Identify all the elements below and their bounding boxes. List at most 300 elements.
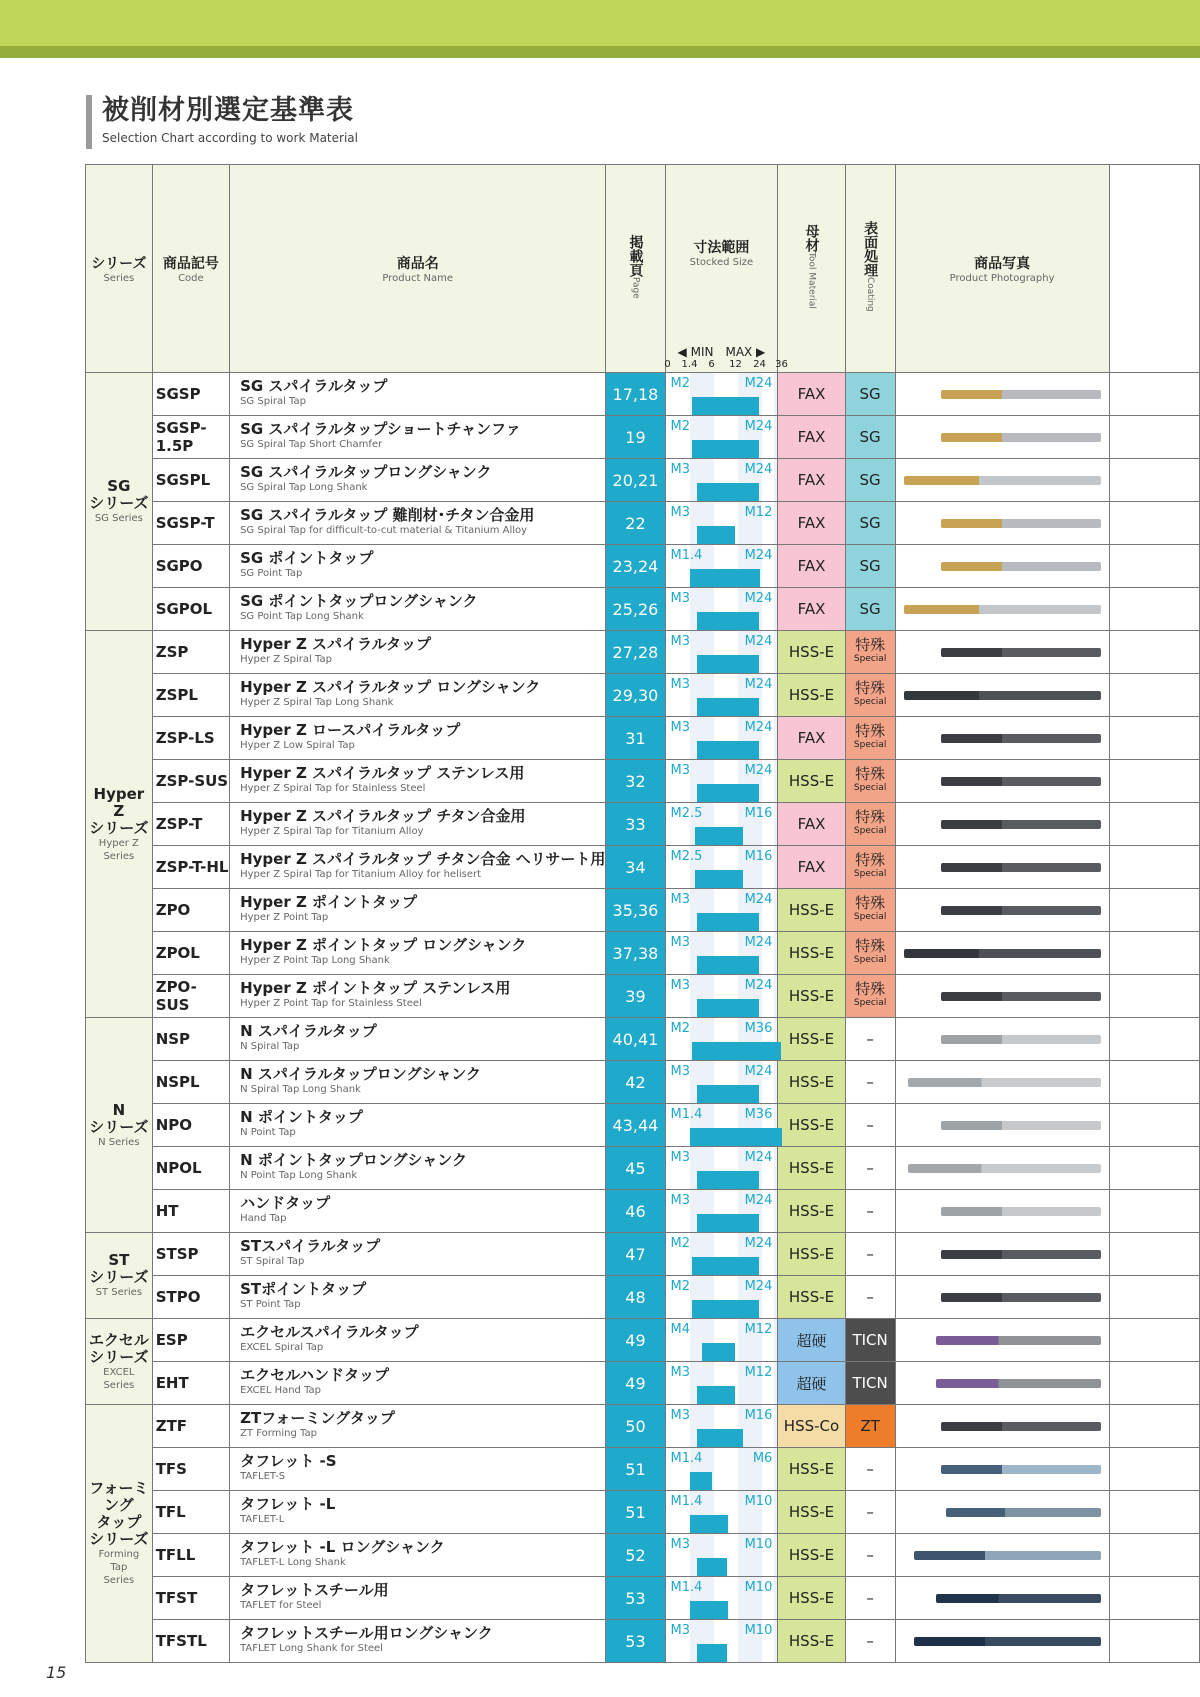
page-link[interactable]: 50	[606, 1405, 665, 1448]
series-label-en: EXCEL	[103, 1366, 135, 1378]
product-name: エクセルスパイラルタップ	[240, 1323, 419, 1341]
blank-cell	[1109, 588, 1199, 631]
product-name-en: TAFLET for Steel	[240, 1600, 322, 1611]
table-row	[86, 1147, 1200, 1190]
blank-cell	[1109, 932, 1199, 975]
coating-cell	[845, 1147, 895, 1190]
size-range-bar	[692, 1257, 759, 1275]
page-link[interactable]: 51	[606, 1448, 665, 1491]
table-row	[86, 1577, 1200, 1620]
size-max: M24	[744, 677, 773, 692]
size-range-cell	[665, 1233, 778, 1276]
product-code: SGSPL	[152, 459, 229, 502]
blank-cell	[1109, 416, 1199, 459]
coating-cell	[845, 1362, 895, 1405]
size-max: M24	[744, 548, 773, 563]
page-link[interactable]: 23,24	[606, 545, 665, 588]
product-name: N スパイラルタップロングシャンク	[240, 1065, 481, 1083]
product-name: タフレット -S	[240, 1452, 337, 1470]
tool-material: HSS-E	[778, 1233, 845, 1276]
blank-cell	[1109, 1061, 1199, 1104]
table-row	[86, 1405, 1200, 1448]
size-range-cell	[665, 459, 778, 502]
product-name-cell	[230, 1147, 606, 1190]
blank-cell	[1109, 760, 1199, 803]
series-label: エクセル	[88, 1330, 149, 1349]
tool-material: HSS-E	[778, 889, 845, 932]
col-header-page: 掲載頁Page	[606, 165, 665, 373]
table-row	[86, 932, 1200, 975]
tap-image	[941, 906, 1101, 915]
tool-material: HSS-E	[778, 760, 845, 803]
size-range-bar	[697, 612, 759, 630]
size-range-bar	[697, 655, 759, 673]
page-link[interactable]: 29,30	[606, 674, 665, 717]
product-name-en: TAFLET-L	[240, 1514, 285, 1525]
product-name-cell	[230, 889, 606, 932]
blank-cell	[1109, 975, 1199, 1018]
size-range-cell	[665, 1620, 778, 1663]
size-range-bar	[697, 526, 735, 544]
coating-value: 特殊	[855, 851, 886, 869]
col-header-code: 商品記号 Code	[152, 165, 229, 373]
page-link[interactable]: 43,44	[606, 1104, 665, 1147]
product-name-en: TAFLET-L Long Shank	[240, 1557, 346, 1568]
series-label-en: Hyper Z	[98, 837, 139, 849]
table-row	[86, 1104, 1200, 1147]
series-label-en: Tap	[110, 1562, 128, 1573]
coating-value: SG	[859, 385, 881, 403]
product-name-en: SG Spiral Tap Long Shank	[240, 482, 368, 493]
page-link[interactable]: 52	[606, 1534, 665, 1577]
table-row	[86, 975, 1200, 1018]
tool-material: 超硬	[778, 1362, 845, 1405]
product-name: SG スパイラルタップ	[240, 377, 388, 395]
product-name: タフレットスチール用ロングシャンク	[240, 1624, 493, 1642]
size-min: M3	[670, 763, 690, 778]
size-max: M10	[744, 1494, 773, 1509]
size-range-cell	[665, 846, 778, 889]
size-range-bar	[697, 1644, 727, 1662]
tap-image	[941, 1293, 1101, 1302]
product-photo	[895, 373, 1109, 416]
size-max: M24	[744, 1064, 773, 1079]
tool-material: FAX	[778, 717, 845, 760]
product-code: ZPO-SUS	[152, 975, 229, 1018]
coating-value-en: Special	[853, 869, 887, 879]
product-code: NPO	[152, 1104, 229, 1147]
size-min: M3	[670, 978, 690, 993]
product-code: ZSP-T	[152, 803, 229, 846]
tap-image	[941, 433, 1101, 442]
coating-cell	[845, 1319, 895, 1362]
page-link[interactable]: 49	[606, 1362, 665, 1405]
blank-cell	[1109, 459, 1199, 502]
series-label: シリーズ	[89, 1347, 149, 1366]
series-label: シリーズ	[89, 1268, 149, 1286]
page-link[interactable]: 49	[606, 1319, 665, 1362]
table-row	[86, 1061, 1200, 1104]
coating-value: –	[866, 1159, 874, 1177]
tool-material: HSS-E	[778, 1018, 845, 1061]
tap-image	[941, 519, 1101, 528]
tool-material: FAX	[778, 588, 845, 631]
size-min: M3	[670, 1537, 690, 1552]
table-row	[86, 846, 1200, 889]
size-max: M24	[744, 763, 773, 778]
product-name-en: SG Point Tap	[240, 568, 303, 579]
coating-value: –	[866, 1030, 874, 1048]
coating-value: TICN	[852, 1374, 888, 1392]
coating-cell	[845, 1405, 895, 1448]
product-code: NPOL	[152, 1147, 229, 1190]
table-body	[86, 373, 1200, 1663]
size-range-bar	[697, 1386, 735, 1404]
size-min: M2	[670, 376, 690, 391]
tap-image	[904, 691, 1101, 700]
tap-image	[904, 949, 1101, 958]
page-link[interactable]: 53	[606, 1577, 665, 1620]
product-name-cell	[230, 1319, 606, 1362]
product-code: ESP	[152, 1319, 229, 1362]
size-range-bar	[697, 1085, 759, 1103]
coating-cell	[845, 975, 895, 1018]
product-name-cell	[230, 588, 606, 631]
tool-material: HSS-E	[778, 1061, 845, 1104]
tool-material: FAX	[778, 459, 845, 502]
product-code: SGPOL	[152, 588, 229, 631]
tap-image	[936, 1379, 1101, 1388]
size-tick-label: 1.4	[681, 359, 698, 370]
coating-value: –	[866, 1546, 874, 1564]
coating-value: 特殊	[855, 980, 886, 998]
blank-cell	[1109, 373, 1199, 416]
coating-cell	[845, 1018, 895, 1061]
product-name-en: SG Point Tap Long Shank	[240, 611, 364, 622]
size-max: M16	[744, 849, 773, 864]
blank-cell	[1109, 1319, 1199, 1362]
blank-cell	[1109, 1190, 1199, 1233]
product-name: N ポイントタップ	[240, 1108, 363, 1126]
product-name-cell	[230, 545, 606, 588]
size-min: M3	[670, 1064, 690, 1079]
product-name-cell	[230, 760, 606, 803]
blank-cell	[1109, 1362, 1199, 1405]
coating-value: SG	[859, 471, 881, 489]
product-name-cell	[230, 1448, 606, 1491]
page-link[interactable]: 34	[606, 846, 665, 889]
size-max: M24	[744, 419, 773, 434]
size-range-bar	[697, 1429, 743, 1447]
size-tick-label: 12	[729, 359, 742, 370]
series-label-en: ST Series	[95, 1287, 143, 1298]
product-photo	[895, 760, 1109, 803]
product-name: SG ポイントタップロングシャンク	[240, 592, 478, 610]
size-range-bar	[692, 440, 759, 458]
series-label-en: Forming	[98, 1549, 140, 1560]
size-max: M10	[744, 1537, 773, 1552]
size-min: M3	[670, 1193, 690, 1208]
size-range-cell	[665, 1362, 778, 1405]
page-link[interactable]: 42	[606, 1061, 665, 1104]
coating-value: 特殊	[855, 808, 886, 826]
coating-value: ZT	[860, 1417, 880, 1435]
page-link[interactable]: 25,26	[606, 588, 665, 631]
tool-material: HSS-E	[778, 1491, 845, 1534]
page-link[interactable]: 20,21	[606, 459, 665, 502]
series-label-en: Series	[103, 1379, 135, 1391]
page-link[interactable]: 22	[606, 502, 665, 545]
table-row	[86, 803, 1200, 846]
tool-material: HSS-E	[778, 1534, 845, 1577]
page-link[interactable]: 47	[606, 1233, 665, 1276]
size-range-cell	[665, 502, 778, 545]
product-name-cell	[230, 1362, 606, 1405]
product-name-cell	[230, 674, 606, 717]
size-scale-ticks	[664, 359, 788, 371]
tool-material: FAX	[778, 416, 845, 459]
tool-material: HSS-Co	[778, 1405, 845, 1448]
product-photo	[895, 1405, 1109, 1448]
product-code: SGSP	[152, 373, 229, 416]
size-range-cell	[665, 1276, 778, 1319]
product-code: TFS	[152, 1448, 229, 1491]
product-name-cell	[230, 1405, 606, 1448]
page-link[interactable]: 27,28	[606, 631, 665, 674]
blank-cell	[1109, 674, 1199, 717]
size-range-bar	[697, 784, 759, 802]
page-link[interactable]: 31	[606, 717, 665, 760]
coating-cell	[845, 674, 895, 717]
blank-cell	[1109, 1233, 1199, 1276]
product-name-en: Hyper Z Spiral Tap for Titanium Alloy	[240, 826, 424, 837]
page-link[interactable]: 45	[606, 1147, 665, 1190]
tap-image	[908, 1164, 1101, 1173]
product-name: SG スパイラルタップショートチャンファ	[240, 420, 521, 438]
tap-image	[941, 1422, 1101, 1431]
product-code: ZTF	[152, 1405, 229, 1448]
size-max: M24	[744, 892, 773, 907]
table-row	[86, 674, 1200, 717]
product-name: Hyper Z ポイントタップ ロングシャンク	[240, 936, 527, 954]
product-name-cell	[230, 1061, 606, 1104]
product-name: Hyper Z スパイラルタップ チタン合金 ヘリサート用	[240, 850, 606, 868]
page-link[interactable]: 51	[606, 1491, 665, 1534]
product-name: SG スパイラルタップ 難削材･チタン合金用	[240, 506, 535, 524]
blank-cell	[1109, 1534, 1199, 1577]
series-label: タップ	[96, 1513, 142, 1531]
size-tick-label: 0	[664, 359, 671, 370]
tap-image	[941, 820, 1101, 829]
page-link[interactable]: 46	[606, 1190, 665, 1233]
page-link[interactable]: 17,18	[606, 373, 665, 416]
size-range-cell	[665, 1190, 778, 1233]
tool-material: HSS-E	[778, 932, 845, 975]
size-min: M1.4	[670, 548, 703, 563]
blank-cell	[1109, 1620, 1199, 1663]
size-range-cell	[665, 717, 778, 760]
product-name: ZTフォーミングタップ	[240, 1409, 395, 1427]
page-link[interactable]: 40,41	[606, 1018, 665, 1061]
tool-material: HSS-E	[778, 1620, 845, 1663]
tool-material: FAX	[778, 502, 845, 545]
table-row	[86, 1276, 1200, 1319]
page-link[interactable]: 48	[606, 1276, 665, 1319]
tool-material: HSS-E	[778, 1577, 845, 1620]
size-max: M36	[744, 1107, 773, 1122]
page-link[interactable]: 37,38	[606, 932, 665, 975]
coating-value: SG	[859, 428, 881, 446]
tap-image	[941, 734, 1101, 743]
tool-material: 超硬	[778, 1319, 845, 1362]
size-min: M3	[670, 677, 690, 692]
table-row	[86, 459, 1200, 502]
table-row	[86, 502, 1200, 545]
size-range-bar	[692, 397, 759, 415]
product-photo	[895, 1276, 1109, 1319]
size-tick-label: 24	[753, 359, 766, 370]
size-max: M12	[744, 505, 773, 520]
coating-value-en: Special	[853, 783, 887, 793]
product-name: Hyper Z スパイラルタップ ステンレス用	[240, 764, 525, 782]
tap-image	[914, 1637, 1101, 1646]
coating-value: –	[866, 1503, 874, 1521]
coating-value-en: Special	[853, 998, 887, 1008]
product-photo	[895, 1534, 1109, 1577]
series-label: シリーズ	[89, 818, 149, 837]
size-max: M10	[744, 1580, 773, 1595]
col-header-material: 母材Tool Material	[778, 165, 845, 373]
series-label: N	[112, 1100, 126, 1119]
product-code: NSPL	[152, 1061, 229, 1104]
coating-cell	[845, 1620, 895, 1663]
blank-cell	[1109, 1577, 1199, 1620]
size-max: M36	[744, 1021, 773, 1036]
product-name: N スパイラルタップ	[240, 1022, 377, 1040]
table-row	[86, 545, 1200, 588]
size-range-bar	[690, 569, 760, 587]
page-link[interactable]: 32	[606, 760, 665, 803]
coating-value: –	[866, 1073, 874, 1091]
product-name: ハンドタップ	[240, 1194, 331, 1212]
product-photo	[895, 1491, 1109, 1534]
product-name: Hyper Z ロースパイラルタップ	[240, 721, 461, 739]
coating-value: 特殊	[855, 679, 886, 697]
table-row	[86, 1190, 1200, 1233]
tool-material: FAX	[778, 846, 845, 889]
size-range-cell	[665, 803, 778, 846]
size-range-bar	[697, 956, 759, 974]
table-row	[86, 717, 1200, 760]
coating-value: 特殊	[855, 636, 886, 654]
size-range-cell	[665, 1018, 778, 1061]
size-max: M24	[744, 591, 773, 606]
product-name-en: Hand Tap	[240, 1213, 287, 1224]
size-max: M24	[744, 462, 773, 477]
coating-value: –	[866, 1632, 874, 1650]
page-link[interactable]: 33	[606, 803, 665, 846]
product-code: ZSP	[152, 631, 229, 674]
size-min: M3	[670, 462, 690, 477]
page-link[interactable]: 53	[606, 1620, 665, 1663]
table-row	[86, 1491, 1200, 1534]
page-link[interactable]: 35,36	[606, 889, 665, 932]
product-name-en: Hyper Z Spiral Tap for Stainless Steel	[240, 783, 426, 794]
product-name: STスパイラルタップ	[240, 1237, 381, 1255]
product-photo	[895, 588, 1109, 631]
page-link[interactable]: 19	[606, 416, 665, 459]
coating-cell	[845, 1233, 895, 1276]
series-label-en: Series	[103, 1575, 135, 1586]
table-row	[86, 1534, 1200, 1577]
product-photo	[895, 1362, 1109, 1405]
product-name-en: Hyper Z Point Tap	[240, 912, 329, 923]
coating-cell	[845, 545, 895, 588]
page-link[interactable]: 39	[606, 975, 665, 1018]
size-max: M10	[744, 1623, 773, 1638]
size-range-cell	[665, 373, 778, 416]
coating-cell	[845, 1276, 895, 1319]
product-code: SGSP-1.5P	[152, 416, 229, 459]
product-photo	[895, 631, 1109, 674]
product-name-cell	[230, 459, 606, 502]
size-range-cell	[665, 674, 778, 717]
product-photo	[895, 1104, 1109, 1147]
product-name-cell	[230, 846, 606, 889]
header-band-accent	[0, 46, 1200, 58]
coating-cell	[845, 1448, 895, 1491]
tool-material: FAX	[778, 373, 845, 416]
coating-cell	[845, 416, 895, 459]
coating-value-en: Special	[853, 826, 887, 836]
table-row	[86, 1018, 1200, 1061]
blank-cell	[1109, 1405, 1199, 1448]
size-range-cell	[665, 1061, 778, 1104]
product-photo	[895, 459, 1109, 502]
product-name-cell	[230, 1104, 606, 1147]
size-range-cell	[665, 889, 778, 932]
product-code: ZSP-SUS	[152, 760, 229, 803]
product-photo	[895, 1319, 1109, 1362]
coating-value: TICN	[852, 1331, 888, 1349]
size-range-cell	[665, 975, 778, 1018]
section-heading	[86, 95, 358, 149]
size-min: M4	[670, 1322, 690, 1337]
product-name-cell	[230, 416, 606, 459]
series-label: シリーズ	[89, 1117, 149, 1136]
size-max: M6	[752, 1451, 773, 1466]
size-range-bar	[690, 1601, 728, 1619]
tap-image	[941, 1035, 1101, 1044]
product-code: EHT	[152, 1362, 229, 1405]
size-range-cell	[665, 416, 778, 459]
series-label-en: Series	[103, 850, 135, 862]
product-name: SG ポイントタップ	[240, 549, 374, 567]
tool-material: HSS-E	[778, 1276, 845, 1319]
size-min: M2	[670, 1279, 690, 1294]
blank-cell	[1109, 803, 1199, 846]
coating-cell	[845, 846, 895, 889]
blank-cell	[1109, 545, 1199, 588]
size-range-bar	[692, 1042, 781, 1060]
product-name: STポイントタップ	[240, 1280, 367, 1298]
tool-material: HSS-E	[778, 1190, 845, 1233]
product-name: エクセルハンドタップ	[240, 1366, 390, 1384]
size-min: M3	[670, 892, 690, 907]
coating-value: –	[866, 1202, 874, 1220]
size-range-cell	[665, 932, 778, 975]
table-row	[86, 760, 1200, 803]
